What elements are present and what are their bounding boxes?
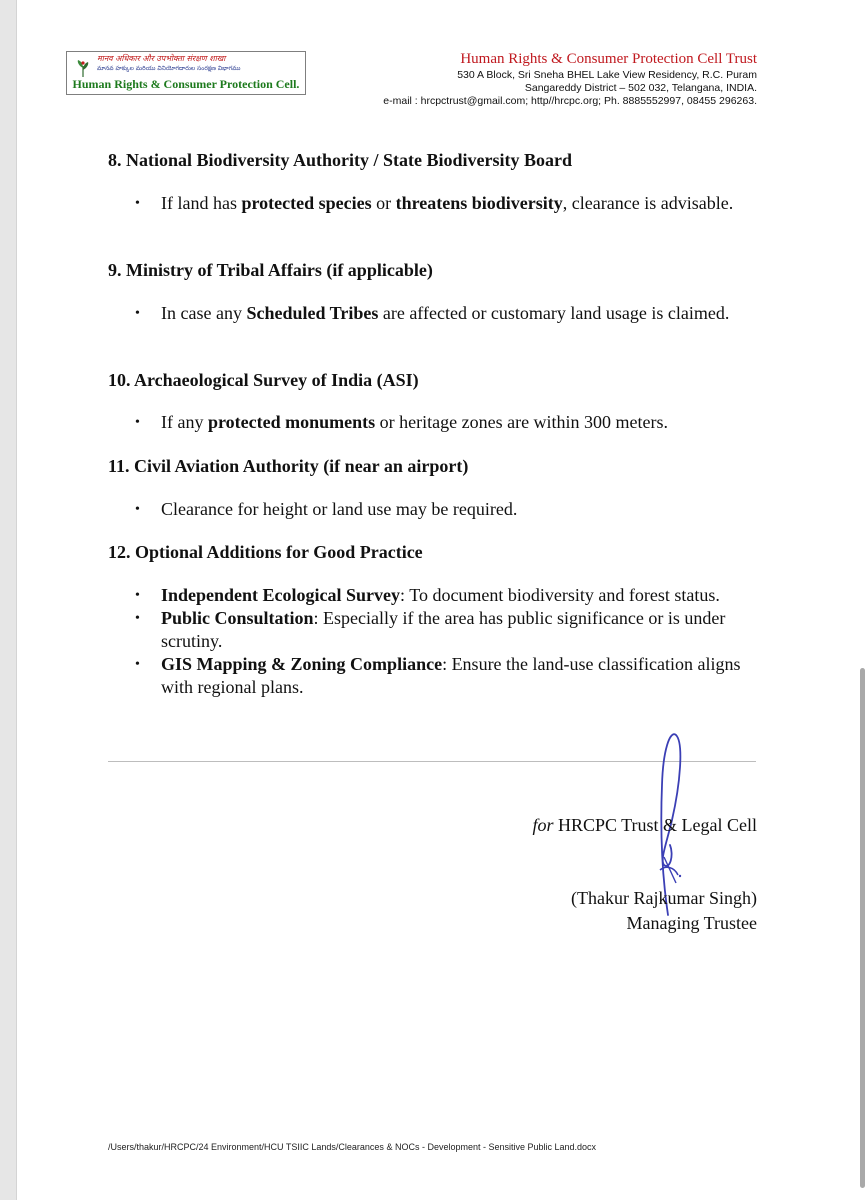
bullet-list: [108, 498, 517, 521]
section-heading: 11. Civil Aviation Authority (if near an airport): [108, 456, 469, 476]
hrcpc-logo: [66, 51, 306, 95]
contact-line: e-mail : hrcpctrust@gmail.com; http//hrcpc.org; Ph. 8885552997, 08455 296263.: [383, 95, 757, 107]
logo-english-text: Human Rights & Consumer Protection Cell.: [72, 77, 300, 91]
section-heading: 8. National Biodiversity Authority / State Biodiversity Board: [108, 150, 573, 170]
bullet-list: [108, 411, 668, 434]
signatory-title: Managing Trustee: [626, 913, 757, 933]
vertical-scrollbar[interactable]: [860, 668, 865, 1188]
bullet-list: [108, 584, 768, 699]
bullet-list: [108, 192, 733, 215]
list-item: • If any protected monuments or heritage zones are within 300 meters.: [108, 411, 668, 434]
list-item: • Clearance for height or land use may be required.: [108, 498, 517, 521]
section-heading: 10. Archaeological Survey of India (ASI): [108, 370, 419, 390]
list-item: • In case any Scheduled Tribes are affected or customary land usage is claimed.: [108, 302, 729, 325]
signatory-name: (Thakur Rajkumar Singh): [571, 888, 757, 908]
list-item: • Independent Ecological Survey: To document biodiversity and forest status.: [108, 584, 768, 607]
address-line-1: 530 A Block, Sri Sneha BHEL Lake View Residency, R.C. Puram: [457, 69, 757, 81]
section-heading: 9. Ministry of Tribal Affairs (if applicable): [108, 260, 433, 280]
logo-hindi-text: मानव अधिकार और उपभोक्ता संरक्षण शाखा: [97, 54, 226, 63]
section-heading: 12. Optional Additions for Good Practice: [108, 542, 423, 562]
address-line-2: Sangareddy District – 502 032, Telangana, INDIA.: [524, 82, 757, 94]
plant-emblem-icon: [75, 58, 91, 78]
list-item: • Public Consultation: Especially if the area has public significance or is under scrutiny.: [108, 607, 768, 653]
signature-for-line: for HRCPC Trust & Legal Cell: [532, 815, 757, 835]
footer-file-path: /Users/thakur/HRCPC/24 Environment/HCU TSIIC Lands/Clearances & NOCs - Development - Sensitive Public Land.docx: [108, 1142, 597, 1152]
org-name: Human Rights & Consumer Protection Cell Trust: [460, 51, 757, 67]
bullet-list: [108, 302, 729, 325]
list-item: • GIS Mapping & Zoning Compliance: Ensure the land-use classification aligns with regional plans.: [108, 653, 768, 699]
window-left-edge: [0, 0, 17, 1200]
logo-telugu-text: మానవ హక్కుల మరియు వినియోగదారుల సంరక్షణ విభాగము: [97, 65, 241, 72]
list-item: • If land has protected species or threatens biodiversity, clearance is advisable.: [108, 192, 733, 215]
